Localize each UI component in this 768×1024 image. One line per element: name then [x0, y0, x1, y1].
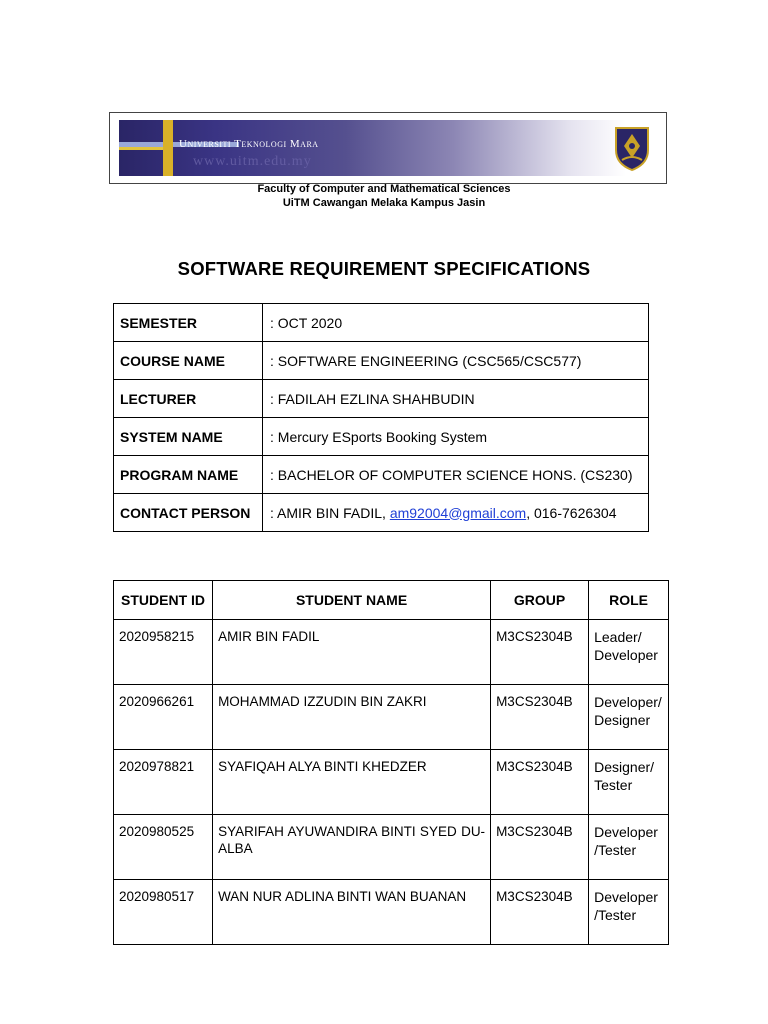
- info-row: [114, 342, 649, 380]
- info-value: : OCT 2020: [263, 304, 649, 342]
- student-id: 2020958215: [114, 620, 213, 685]
- contact-row: [114, 494, 649, 532]
- student-name: SYAFIQAH ALYA BINTI KHEDZER: [213, 750, 491, 815]
- header-student-id: STUDENT ID: [114, 581, 213, 620]
- info-label: COURSE NAME: [114, 342, 263, 380]
- info-label: SYSTEM NAME: [114, 418, 263, 456]
- info-value: : Mercury ESports Booking System: [263, 418, 649, 456]
- info-row: [114, 380, 649, 418]
- info-label: LECTURER: [114, 380, 263, 418]
- student-id: 2020980525: [114, 815, 213, 880]
- contact-email-link[interactable]: am92004@gmail.com: [389, 504, 527, 521]
- student-role: Developer/ Designer: [589, 685, 669, 750]
- banner-stripe: [119, 147, 165, 150]
- student-group: M3CS2304B: [491, 685, 589, 750]
- students-header-row: [114, 581, 669, 620]
- university-web: www.uitm.edu.my: [193, 154, 312, 169]
- contact-phone: , 016-7626304: [526, 504, 617, 521]
- student-role: Designer/ Tester: [589, 750, 669, 815]
- info-value: : SOFTWARE ENGINEERING (CSC565/CSC577): [263, 342, 649, 380]
- header-role: ROLE: [589, 581, 669, 620]
- info-row: [114, 456, 649, 494]
- document-title: SOFTWARE REQUIREMENT SPECIFICATIONS: [177, 258, 591, 279]
- university-banner: [109, 112, 667, 184]
- project-info-table: [113, 303, 649, 532]
- table-row: [114, 750, 669, 815]
- student-id: 2020978821: [114, 750, 213, 815]
- table-row: [114, 815, 669, 880]
- campus-name: UiTM Cawangan Melaka Kampus Jasin: [282, 197, 486, 209]
- students-table: [113, 580, 669, 945]
- contact-prefix: : AMIR BIN FADIL,: [270, 504, 390, 521]
- student-name: AMIR BIN FADIL: [213, 620, 491, 685]
- student-group: M3CS2304B: [491, 880, 589, 945]
- faculty-name: Faculty of Computer and Mathematical Sciences: [257, 183, 511, 195]
- header-group: GROUP: [491, 581, 589, 620]
- info-label: SEMESTER: [114, 304, 263, 342]
- info-value: : FADILAH EZLINA SHAHBUDIN: [263, 380, 649, 418]
- info-label: PROGRAM NAME: [114, 456, 263, 494]
- student-role: Developer /Tester: [589, 815, 669, 880]
- uitm-crest-logo: [612, 124, 652, 172]
- student-group: M3CS2304B: [491, 620, 589, 685]
- banner-gold-bar: [163, 120, 173, 176]
- student-role: Developer /Tester: [589, 880, 669, 945]
- student-role: Leader/ Developer: [589, 620, 669, 685]
- header-student-name: STUDENT NAME: [213, 581, 491, 620]
- contact-value: [263, 494, 649, 532]
- contact-label: CONTACT PERSON: [114, 494, 263, 532]
- info-value: : BACHELOR OF COMPUTER SCIENCE HONS. (CS230): [263, 456, 649, 494]
- info-row: [114, 418, 649, 456]
- table-row: [114, 620, 669, 685]
- student-group: M3CS2304B: [491, 815, 589, 880]
- student-group: M3CS2304B: [491, 750, 589, 815]
- student-id: 2020980517: [114, 880, 213, 945]
- table-row: [114, 685, 669, 750]
- info-row: [114, 304, 649, 342]
- student-name: SYARIFAH AYUWANDIRA BINTI SYED DU-ALBA: [213, 815, 491, 880]
- student-name: WAN NUR ADLINA BINTI WAN BUANAN: [213, 880, 491, 945]
- student-name: MOHAMMAD IZZUDIN BIN ZAKRI: [213, 685, 491, 750]
- student-id: 2020966261: [114, 685, 213, 750]
- banner-image: [119, 120, 658, 176]
- university-name: Universiti Teknologi Mara: [179, 138, 319, 150]
- table-row: [114, 880, 669, 945]
